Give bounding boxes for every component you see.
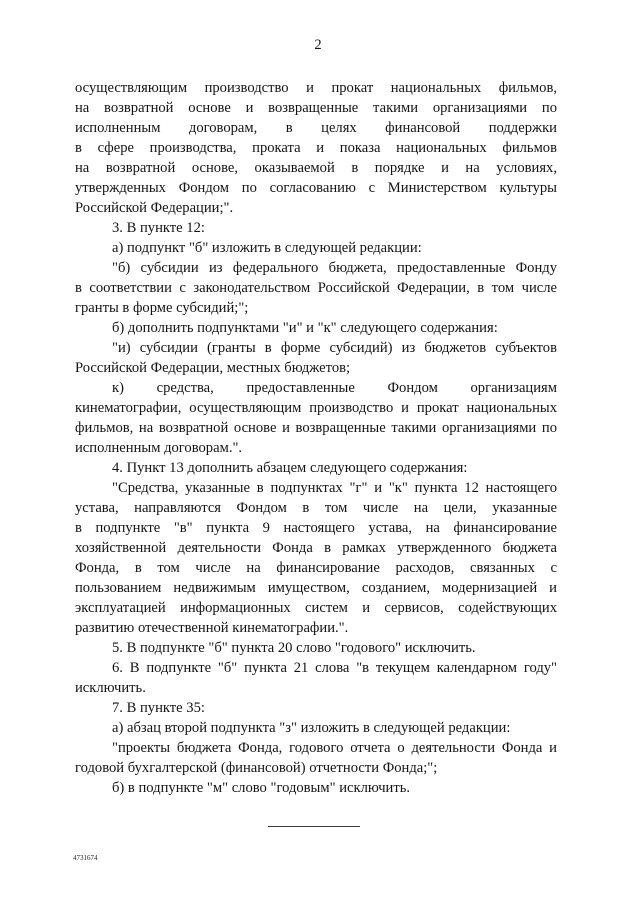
text-line: а) абзац второй подпункта "з" изложить в следующей редакции: bbox=[112, 720, 511, 736]
text-line: Российской Федерации, местных бюджетов; bbox=[75, 360, 351, 376]
text-line: гранты в форме субсидий;"; bbox=[75, 300, 249, 316]
paragraph bbox=[75, 78, 557, 218]
text-line: годовой бухгалтерской (финансовой) отчетности Фонда;"; bbox=[75, 760, 438, 776]
paragraph bbox=[75, 458, 557, 478]
text-line: "б) субсидии из федерального бюджета, предоставленные Фонду bbox=[112, 260, 557, 276]
document-body bbox=[75, 78, 557, 798]
paragraph bbox=[75, 218, 557, 238]
paragraph bbox=[75, 258, 557, 318]
text-line: "и) субсидии (гранты в форме субсидий) из бюджетов субъектов bbox=[112, 340, 557, 356]
text-line: Фонда, в том числе на финансирование расходов, связанных с bbox=[75, 560, 557, 576]
paragraph bbox=[75, 478, 557, 638]
text-line: на возвратной основе, оказываемой в порядке и на условиях, bbox=[75, 160, 557, 176]
paragraph bbox=[75, 718, 557, 738]
text-line: в сфере производства, проката и показа национальных фильмов bbox=[75, 140, 557, 156]
text-line: развитию отечественной кинематографии.". bbox=[75, 620, 349, 636]
text-line: устава, направляются Фондом в том числе на цели, указанные bbox=[75, 500, 557, 516]
document-code: 4731674 bbox=[73, 854, 98, 862]
text-line: исключить. bbox=[75, 680, 146, 696]
text-line: 4. Пункт 13 дополнить абзацем следующего содержания: bbox=[112, 460, 468, 476]
text-line: исполненным договорам.". bbox=[75, 440, 243, 456]
text-line: в подпункте "в" пункта 9 настоящего устава, на финансирование bbox=[75, 520, 557, 536]
text-line: 7. В пункте 35: bbox=[112, 700, 205, 716]
text-line: утвержденных Фондом по согласованию с Министерством культуры bbox=[75, 180, 557, 196]
text-line: б) в подпункте "м" слово "годовым" исключить. bbox=[112, 780, 411, 796]
text-line: 3. В пункте 12: bbox=[112, 220, 205, 236]
text-line: б) дополнить подпунктами "и" и "к" следующего содержания: bbox=[112, 320, 498, 336]
paragraph bbox=[75, 378, 557, 458]
text-line: 6. В подпункте "б" пункта 21 слова "в текущем календарном году" bbox=[112, 660, 557, 676]
paragraph bbox=[75, 738, 557, 778]
text-line: эксплуатацией информационных систем и сервисов, содействующих bbox=[75, 600, 557, 616]
paragraph bbox=[75, 318, 557, 338]
paragraph bbox=[75, 698, 557, 718]
paragraph bbox=[75, 238, 557, 258]
text-line: фильмов, на возвратной основе и возвращенные такими организациями по bbox=[75, 420, 557, 436]
text-line: хозяйственной деятельности Фонда в рамках утвержденного бюджета bbox=[75, 540, 557, 556]
text-line: "проекты бюджета Фонда, годового отчета о деятельности Фонда и bbox=[112, 740, 557, 756]
text-line: в соответствии с законодательством Российской Федерации, в том числе bbox=[75, 280, 557, 296]
paragraph bbox=[75, 338, 557, 378]
text-line: исполненным договорам, в целях финансовой поддержки bbox=[75, 120, 557, 136]
page-number: 2 bbox=[314, 37, 322, 53]
text-line: пользованием недвижимым имуществом, созданием, модернизацией и bbox=[75, 580, 557, 596]
text-line: на возвратной основе и возвращенные такими организациями по bbox=[75, 100, 557, 116]
text-line: "Средства, указанные в подпунктах "г" и "к" пункта 12 настоящего bbox=[112, 480, 557, 496]
end-separator-line bbox=[268, 826, 360, 827]
paragraph bbox=[75, 638, 557, 658]
text-line: осуществляющим производство и прокат национальных фильмов, bbox=[75, 80, 557, 96]
text-line: Российской Федерации;". bbox=[75, 200, 234, 216]
text-line: кинематографии, осуществляющим производство и прокат национальных bbox=[75, 400, 557, 416]
paragraph bbox=[75, 658, 557, 698]
paragraph bbox=[75, 778, 557, 798]
text-line: а) подпункт "б" изложить в следующей редакции: bbox=[112, 240, 422, 256]
text-line: к) средства, предоставленные Фондом организациям bbox=[112, 380, 557, 396]
text-line: 5. В подпункте "б" пункта 20 слово "годового" исключить. bbox=[112, 640, 476, 656]
